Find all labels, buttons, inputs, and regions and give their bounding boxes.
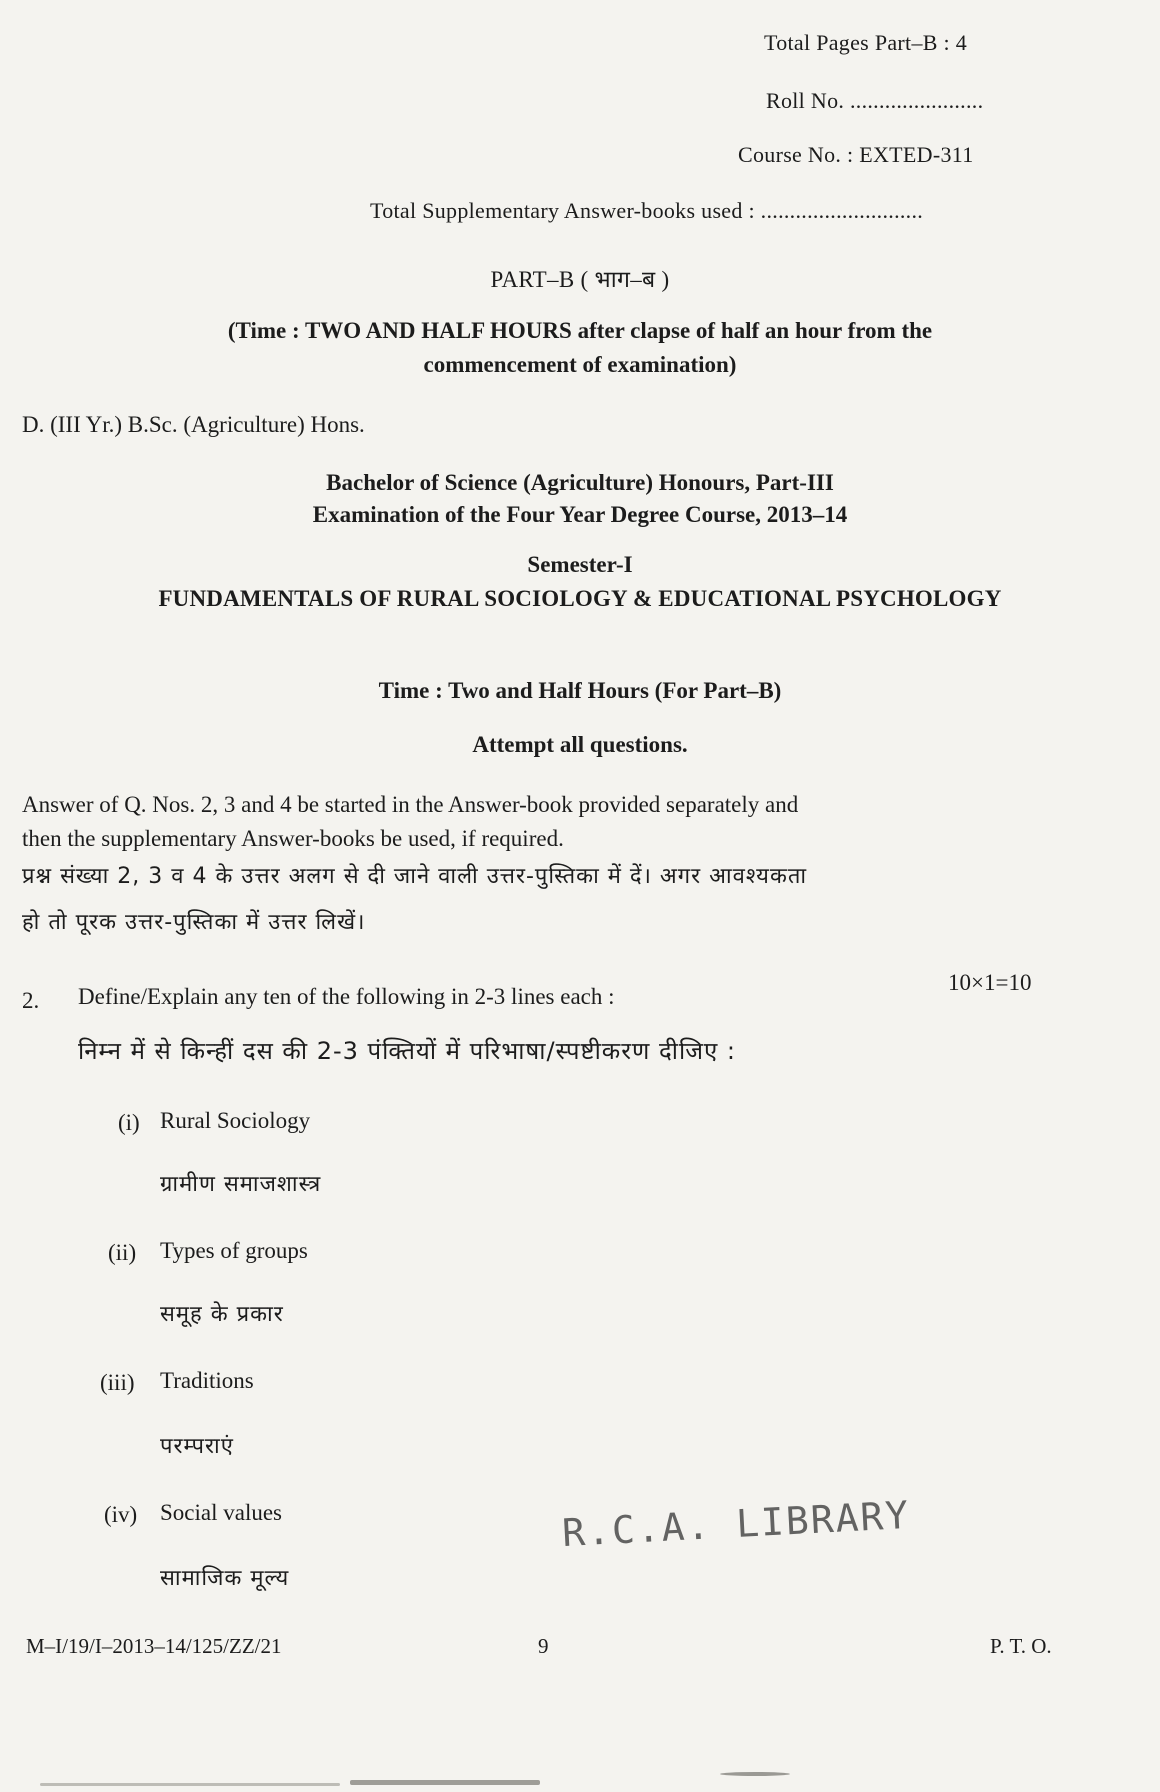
- instruction-hi-line1: प्रश्न संख्या 2, 3 व 4 के उत्तर अलग से दी जाने वाली उत्तर-पुस्तिका में दें। अगर आवश्यकता: [22, 864, 808, 889]
- question-number: 2.: [22, 988, 40, 1013]
- time-note-line1: (Time : TWO AND HALF HOURS after clapse of half an hour from the: [227, 318, 933, 343]
- instruction-hi-line2: हो तो पूरक उत्तर-पुस्तिका में उत्तर लिखें।: [22, 910, 366, 935]
- exam-title-line2: Examination of the Four Year Degree Course, 2013–14: [312, 502, 848, 527]
- scan-artifact: [40, 1783, 340, 1786]
- roll-no: Roll No. .......................: [766, 88, 984, 113]
- list-item-number: (ii): [108, 1240, 137, 1265]
- subject-title: FUNDAMENTALS OF RURAL SOCIOLOGY & EDUCATIONAL PSYCHOLOGY: [158, 586, 1002, 611]
- list-item-hi: समूह के प्रकार: [160, 1302, 284, 1327]
- instruction-en-line1: Answer of Q. Nos. 2, 3 and 4 be started in the Answer-book provided separately and: [22, 792, 799, 817]
- course-no: Course No. : EXTED-311: [738, 142, 974, 167]
- list-item-en: Social values: [160, 1500, 282, 1525]
- time-note-line2: commencement of examination): [423, 352, 737, 377]
- program-code: D. (III Yr.) B.Sc. (Agriculture) Hons.: [22, 412, 365, 437]
- list-item-number: (iv): [104, 1502, 138, 1527]
- list-item-hi: परम्पराएं: [160, 1434, 234, 1459]
- semester: Semester-I: [527, 552, 633, 577]
- exam-title-line1: Bachelor of Science (Agriculture) Honours, Part-III: [326, 470, 834, 495]
- library-stamp: R.C.A. LIBRARY: [561, 1492, 912, 1556]
- list-item-en: Types of groups: [160, 1238, 308, 1263]
- scan-artifact: [720, 1772, 790, 1776]
- attempt-instruction: Attempt all questions.: [472, 732, 688, 757]
- footer-code: M–I/19/I–2013–14/125/ZZ/21: [26, 1634, 282, 1658]
- instruction-en-line2: then the supplementary Answer-books be used, if required.: [22, 826, 564, 851]
- part-heading: PART–B ( भाग–ब ): [490, 267, 670, 292]
- list-item-hi: ग्रामीण समाजशास्त्र: [160, 1172, 322, 1197]
- time-allowed: Time : Two and Half Hours (For Part–B): [378, 678, 782, 703]
- list-item-number: (i): [118, 1110, 140, 1135]
- question-hindi: निम्न में से किन्हीं दस की 2-3 पंक्तियों में परिभाषा/स्पष्टीकरण दीजिए :: [78, 1037, 736, 1065]
- list-item-number: (iii): [100, 1370, 135, 1395]
- scan-artifact: [350, 1780, 540, 1785]
- list-item-en: Traditions: [160, 1368, 254, 1393]
- please-turn-over: P. T. O.: [990, 1634, 1052, 1658]
- supplementary-books: Total Supplementary Answer-books used : ............................: [370, 198, 924, 223]
- total-pages: Total Pages Part–B : 4: [764, 30, 968, 55]
- list-item-hi: सामाजिक मूल्य: [160, 1566, 290, 1591]
- question-text: Define/Explain any ten of the following in 2-3 lines each :: [78, 984, 615, 1009]
- list-item-en: Rural Sociology: [160, 1108, 311, 1133]
- page-number: 9: [538, 1634, 549, 1658]
- question-marks: 10×1=10: [948, 970, 1032, 995]
